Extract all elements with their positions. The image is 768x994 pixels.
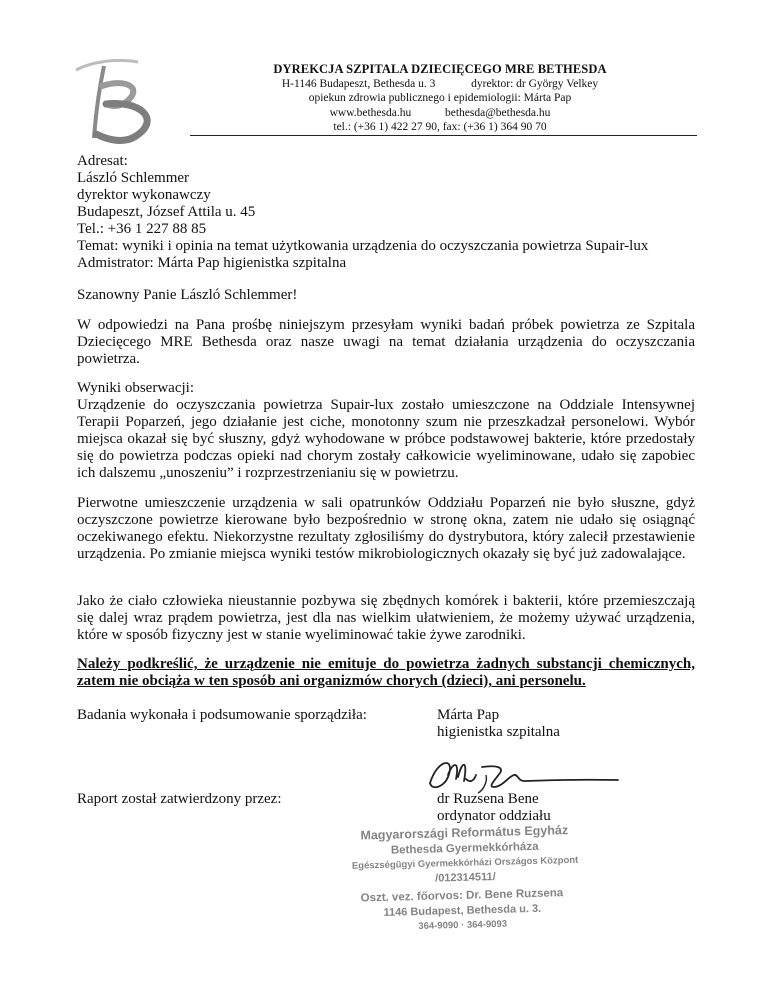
prepared-by-name: Márta Pap: [437, 707, 500, 723]
paragraph-placement: Pierwotne umieszczenie urządzenia w sali opatrunków Oddziału Poparzeń nie było słuszne, gdyż oczyszczone powietrze kierowane było bezpośrednio w stronę okna, zatem nie udało się osiągnąć oczekiwanego efektu. Niekorzystne rezultaty zgłosiliśmy do dystrybutora, który zalecił przestawienie urządzenia. Po zmianie miejsca wyniki testów mikrobiologicznych okazały się być już zadowalające.: [77, 495, 695, 562]
approved-by-role: ordynator oddziału: [437, 808, 551, 824]
phone-fax: tel.: (+36 1) 422 27 90, fax: (+36 1) 364 90 70: [333, 121, 547, 133]
website-link[interactable]: www.bethesda.hu: [329, 106, 412, 119]
addressee-name: László Schlemmer: [77, 170, 190, 186]
svg-text:1146 Budapest, Bethesda u. 3.: 1146 Budapest, Bethesda u. 3.: [383, 902, 542, 919]
address-director-row: [190, 77, 690, 92]
approved-by-name: dr Ruzsena Bene: [437, 791, 539, 807]
greeting: Szanowny Panie László Schlemmer!: [77, 287, 298, 303]
svg-text:/012314511/: /012314511/: [435, 870, 496, 885]
addressee-street: Budapeszt, József Attila u. 45: [77, 204, 256, 220]
email-link[interactable]: bethesda@bethesda.hu: [444, 106, 551, 119]
director: dyrektor: dr György Velkey: [471, 77, 599, 90]
epidemiology-contact: opiekun zdrowia publicznego i epidemiologii: Márta Pap: [308, 92, 572, 104]
addressee-phone: Tel.: +36 1 227 88 85: [77, 221, 207, 237]
svg-text:Bethesda Gyermekkórháza: Bethesda Gyermekkórháza: [390, 840, 539, 857]
addressee-label: Adresat:: [77, 153, 128, 169]
prepared-by-role: higienistka szpitalna: [437, 724, 560, 740]
svg-text:364-9090 · 364-9093: 364-9090 · 364-9093: [418, 918, 508, 932]
hospital-name: DYREKCJA SZPITALA DZIECIĘCEGO MRE BETHESDA: [273, 62, 607, 76]
observations-section: [77, 380, 695, 482]
prepared-by-block: [437, 707, 560, 741]
svg-text:Egészségügyi Gyermekkórházi Or: Egészségügyi Gyermekkórházi Országos Központ: [351, 854, 579, 872]
web-email-row: [190, 106, 690, 121]
addressee-block: [77, 153, 695, 272]
paragraph-intro: W odpowiedzi na Pana prośbę niniejszym przesyłam wyniki badań próbek powietrza ze Szpitala Dziecięcego MRE Bethesda oraz nasze uwagi na temat działania urządzenia do oczyszczania powietrza.: [77, 317, 695, 367]
letter-administrator: Admistrator: Márta Pap higienistka szpitalna: [77, 255, 347, 271]
observations-heading: Wyniki obserwacji:: [77, 380, 194, 396]
hospital-address: H-1146 Budapeszt, Bethesda u. 3: [281, 77, 436, 90]
addressee-role: dyrektor wykonawczy: [77, 187, 211, 203]
letterhead-divider: [190, 135, 697, 136]
bethesda-logo: [66, 40, 176, 150]
paragraph-emphasis: Należy podkreślić, że urządzenie nie emituje do powietrza żadnych substancji chemicznych, zatem nie obciąża w ten sposób ani organizmów chorych (dzieci), ani personelu.: [77, 656, 695, 689]
hospital-stamp: [266, 823, 646, 973]
paragraph-observations: Urządzenie do oczyszczania powietrza Supair-lux zostało umieszczone na Oddziale Intensywnej Terapii Poparzeń, jego działanie jest ciche, monotonny szum nie przeszkadzał personelowi. Wybór miejsca okazał się być słuszny, gdyż wyhodowane w próbce podstawowej bakterie, które przedostały się do powietrza podczas opieki nad chorym zostały całkowicie wyeliminowane, udało się zapobiec ich dalszemu „unoszeniu” i rozprzestrzenianiu się w powietrzu.: [77, 397, 695, 481]
approved-by-label: Raport został zatwierdzony przez:: [77, 791, 282, 807]
paragraph-physical-elimination: Jako że ciało człowieka nieustannie pozbywa się zbędnych komórek i bakterii, które przemieszczają się dalej wraz prądem powietrza, jest dla nas wielkim ułatwieniem, że możemy używać urządzenia, które w sposób fizyczny jest w stanie wyeliminować takie żywe zarodniki.: [77, 593, 695, 643]
approved-by-block: [437, 791, 551, 825]
letter-subject: Temat: wyniki i opinia na temat użytkowania urządzenia do oczyszczania powietrza Supair-lux: [77, 238, 649, 254]
svg-text:Magyarországi Református Egyhá: Magyarországi Református Egyház: [360, 823, 569, 843]
svg-text:Oszt. vez. főorvos: Dr. Bene R: Oszt. vez. főorvos: Dr. Bene Ruzsena: [360, 887, 564, 905]
letterhead: [190, 62, 690, 135]
prepared-by-label: Badania wykonała i podsumowanie sporządziła:: [77, 707, 367, 723]
